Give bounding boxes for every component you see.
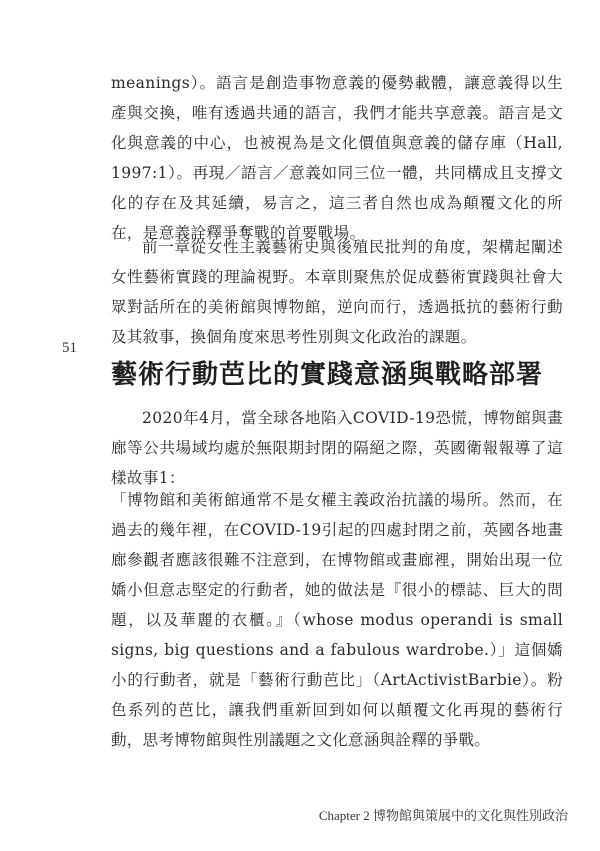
quote-paragraph: 「博物館和美術館通常不是女權主義政治抗議的場所。然而，在過去的幾年裡，在COVID-19引起的四處封閉之前，英國各地畫廊參觀者應該很難不注意到，在博物館或畫廊裡，開始出現一位嬌小但意志堅定的行動者，她的做法是『很小的標誌、巨大的問題，以及華麗的衣櫃。』（whose modus operandi is small signs, big questions and a fabulous wardrobe.）」這個嬌小的行動者，就是「藝術行動芭比」（ArtActivistBarbie）。粉色系列的芭比，讓我們重新回到如何以顛覆文化再現的藝術行動，思考博物館與性別議題之文化意涵與詮釋的爭戰。: [111, 491, 563, 749]
page-number: 51: [62, 340, 77, 356]
body-paragraph-3: 2020年4月，當全球各地陷入COVID-19恐慌，博物館與畫廊等公共場域均處於無限期封閉的隔絕之際，英國衛報報導了這樣故事1：: [111, 409, 563, 487]
section-heading: 藝術行動芭比的實踐意涵與戰略部署: [111, 360, 544, 390]
body-paragraph-2: 前一章從女性主義藝術史與後殖民批判的角度，架構起闡述女性藝術實踐的理論視野。本章則聚焦於促成藝術實踐與社會大眾對話所在的美術館與博物館，逆向而行，透過抵抗的藝術行動及其敘事，換個角度來思考性別與文化政治的課題。: [111, 238, 563, 346]
running-footer: Chapter 2 博物館與策展中的文化與性別政治: [318, 808, 568, 823]
body-paragraph-1: meanings）。語言是創造事物意義的優勢載體，讓意義得以生產與交換，唯有透過共通的語言，我們才能共享意義。語言是文化與意義的中心，也被視為是文化價值與意義的儲存庫（Hall, 1997:1）。再現／語言／意義如同三位一體，共同構成且支撐文化的存在及其延續，易言之，這三者自然也成為顛覆文化的所在，是意義詮釋爭奪戰的首要戰場。: [111, 74, 563, 242]
